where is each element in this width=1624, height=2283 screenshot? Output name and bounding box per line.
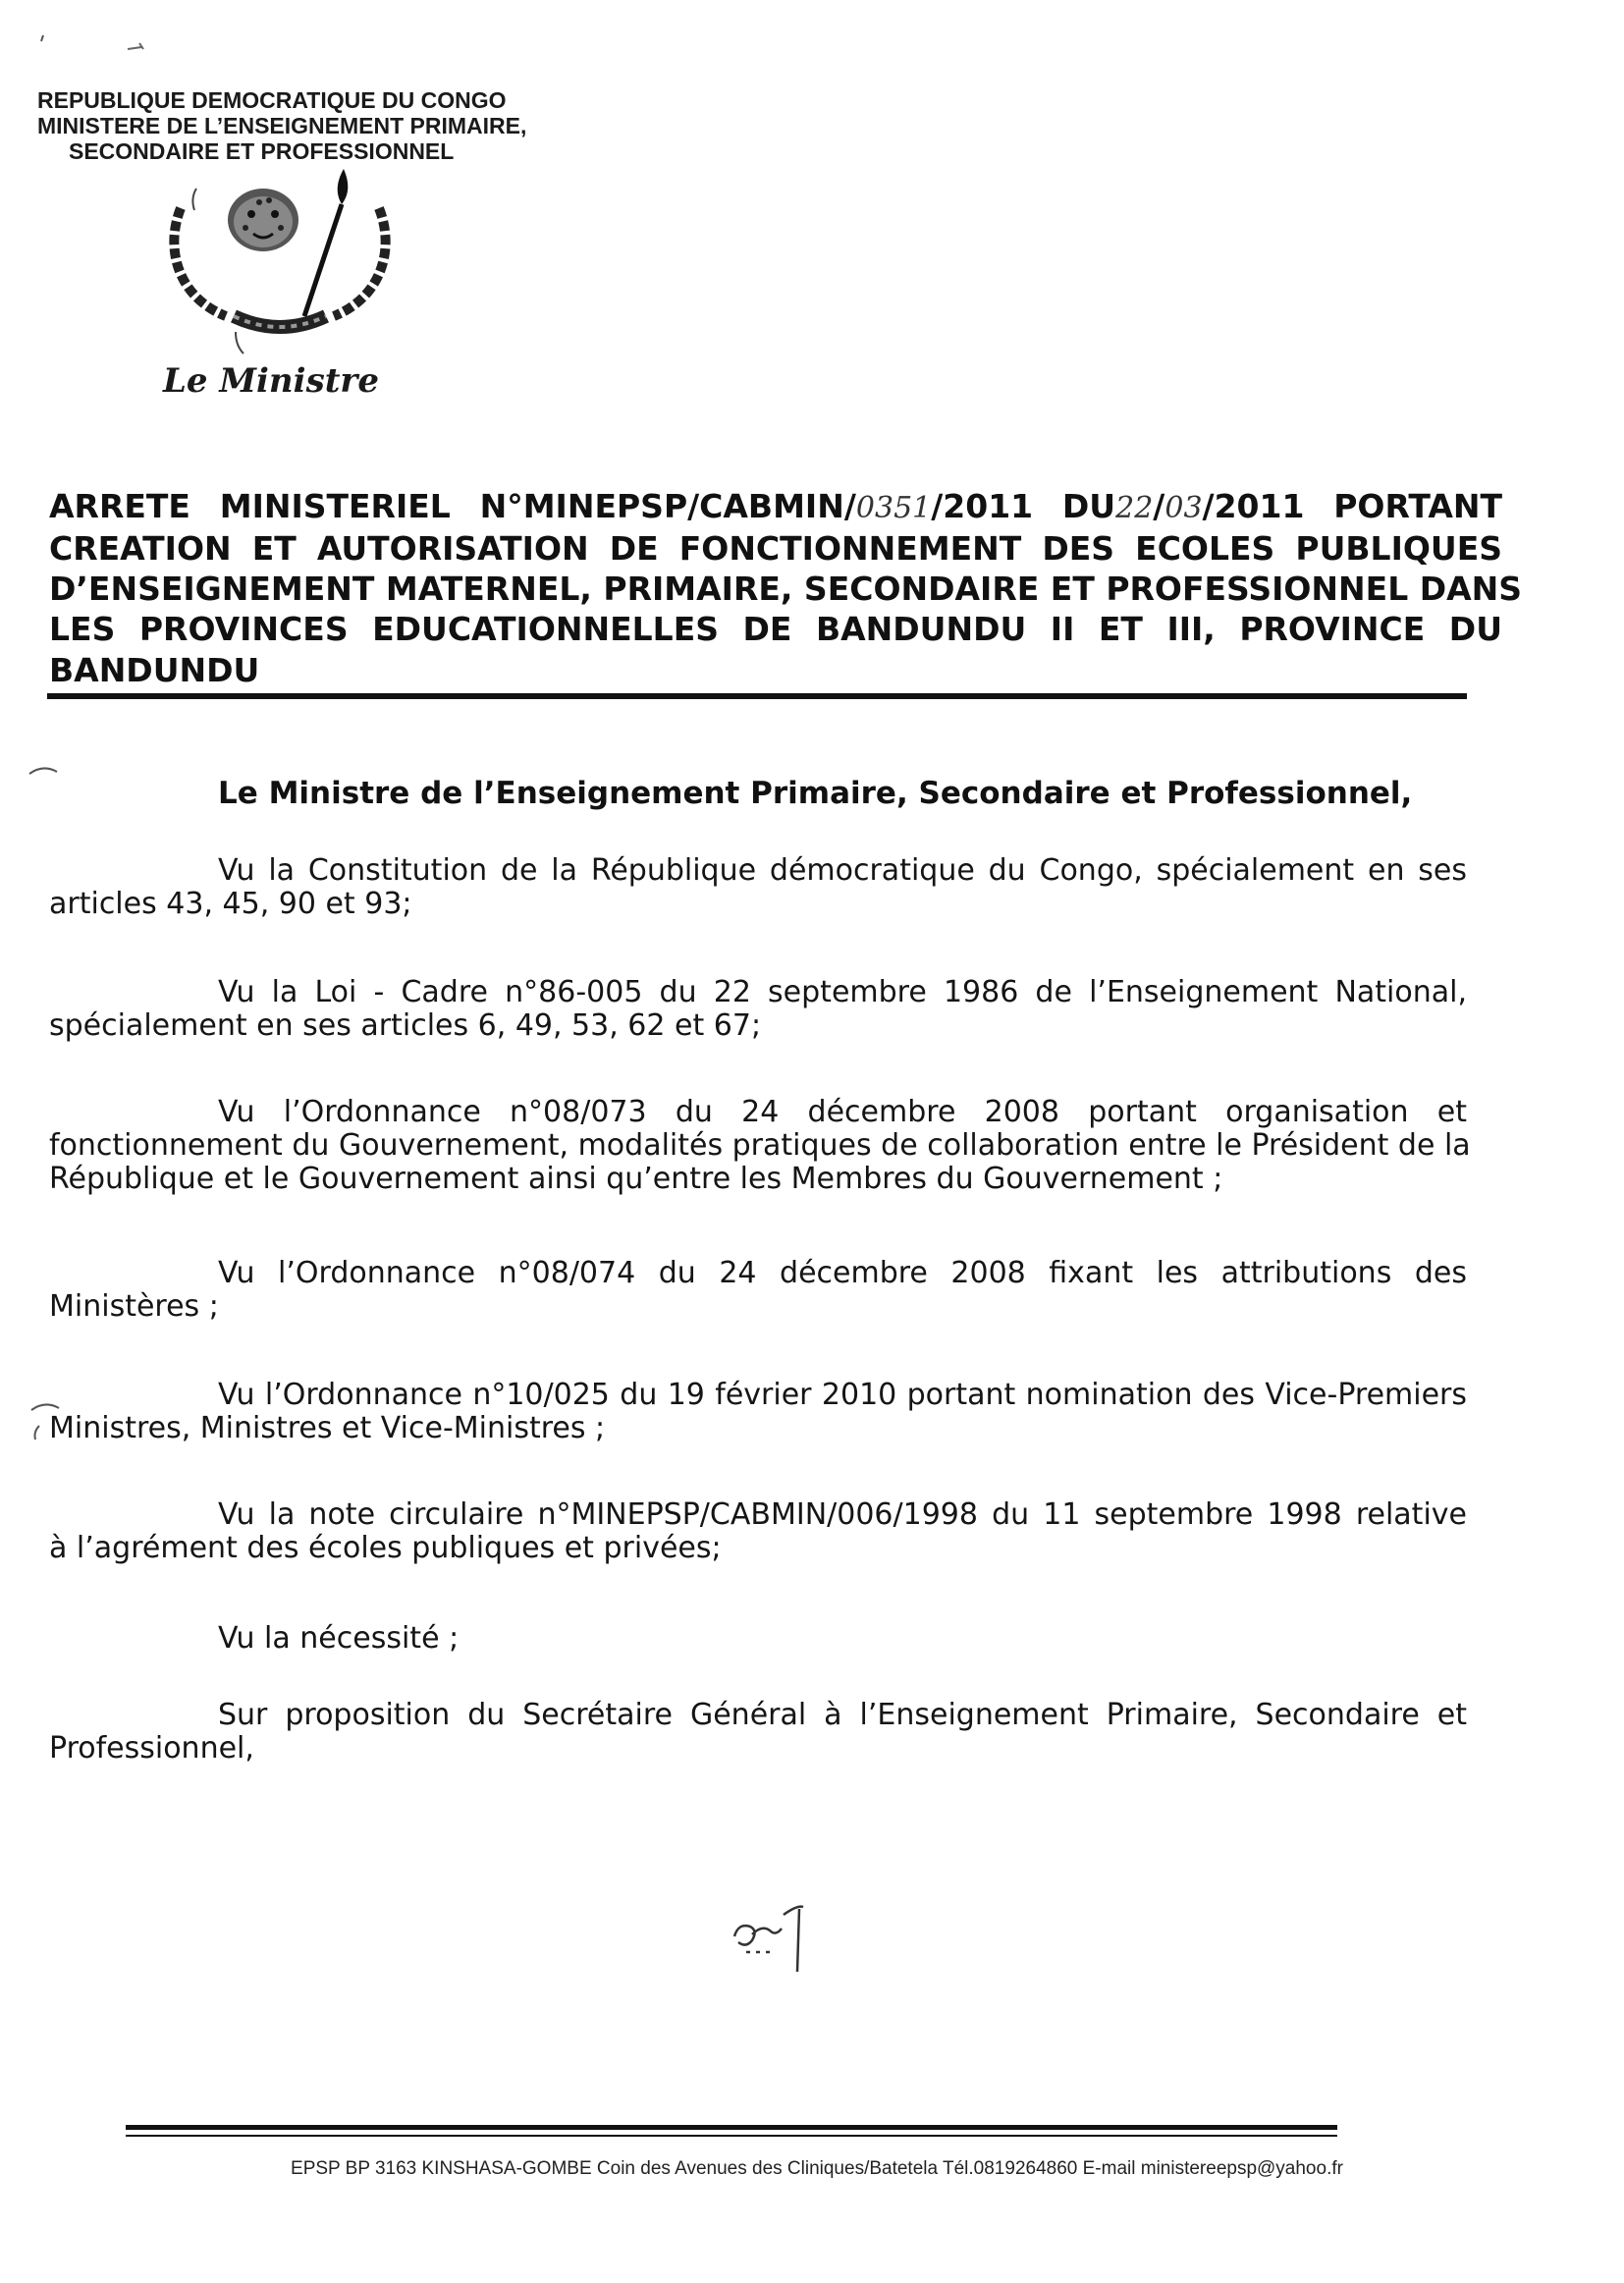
coat-of-arms-emblem [157,169,403,355]
decree-title-prefix: ARRETE MINISTERIEL N°MINEPSP/CABMIN/ [49,487,856,525]
title-underline [47,693,1467,699]
recital-ordonnance-08-073-line2: fonctionnement du Gouvernement, modalités pratiques de collaboration entre le Président de la [49,1128,1471,1163]
letterhead-ministry-line1: MINISTERE DE L’ENSEIGNEMENT PRIMAIRE, [37,113,527,138]
handwritten-initials-paraph [727,1895,815,1974]
recital-note-circulaire-line1: Vu la note circulaire n°MINEPSP/CABMIN/006/1998 du 11 septembre 1998 relative [218,1497,1467,1532]
decree-month-handwritten: 03 [1164,491,1203,525]
recital-loi-cadre-line1: Vu la Loi - Cadre n°86-005 du 22 septembre 1986 de l’Enseignement National, [218,975,1467,1009]
decree-number-handwritten: 0351 [855,491,932,525]
decree-title-line2: CREATION ET AUTORISATION DE FONCTIONNEMENT DES ECOLES PUBLIQUES [49,529,1502,568]
recital-ordonnance-08-073-line1: Vu l’Ordonnance n°08/073 du 24 décembre 2008 portant organisation et [218,1095,1467,1129]
decree-day-handwritten: 22 [1115,491,1154,525]
footer-rule-thick [126,2125,1337,2130]
scan-mark-left-1 [26,762,65,782]
recital-ordonnance-08-074-line2: Ministères ; [49,1289,219,1324]
recital-ordonnance-10-025-line1: Vu l’Ordonnance n°10/025 du 19 février 2010 portant nomination des Vice-Premiers [218,1378,1467,1412]
decree-title-year: /2011 PORTANT [1202,487,1502,525]
recital-necessite-line1: Vu la nécessité ; [218,1621,460,1656]
decree-title-date-prefix: /2011 DU [931,487,1116,525]
recital-note-circulaire-line2: à l’agrément des écoles publiques et privées; [49,1531,722,1565]
recital-loi-cadre-line2: spécialement en ses articles 6, 49, 53, 62 et 67; [49,1008,762,1043]
footer-address: EPSP BP 3163 KINSHASA-GOMBE Coin des Avenues des Cliniques/Batetela Tél.0819264860 E-mail ministereepsp@yahoo.fr [291,2158,1343,2179]
recital-constitution-line1: Vu la Constitution de la République démocratique du Congo, spécialement en ses [218,853,1467,888]
recital-ordonnance-08-074-line1: Vu l’Ordonnance n°08/074 du 24 décembre 2008 fixant les attributions des [218,1256,1467,1290]
decree-date-separator: / [1153,487,1165,525]
footer-rule-thin [126,2135,1337,2137]
recital-constitution-line2: articles 43, 45, 90 et 93; [49,887,412,921]
recital-ordonnance-10-025 [49,1379,1467,1445]
recital-ordonnance-08-073 [49,1095,1471,1196]
recital-proposition [49,1699,1467,1766]
recital-ordonnance-08-073-line3: République et le Gouvernement ainsi qu’entre les Membres du Gouvernement ; [49,1162,1223,1196]
decree-title-line4: LES PROVINCES EDUCATIONNELLES DE BANDUNDU II ET III, PROVINCE DU [49,610,1502,648]
recital-loi-cadre [49,976,1467,1043]
decree-title-line3: D’ENSEIGNEMENT MATERNEL, PRIMAIRE, SECONDAIRE ET PROFESSIONNEL DANS [49,570,1523,608]
minister-signature-label: Le Ministre [163,361,379,401]
addressee-line: Le Ministre de l’Enseignement Primaire, Secondaire et Professionnel, [218,776,1413,811]
recital-proposition-line2: Professionnel, [49,1731,254,1766]
scan-mark-top-left [29,20,147,59]
decree-title-line1 [49,489,1502,525]
decree-title-line5: BANDUNDU [49,651,260,689]
letterhead-ministry-line2: SECONDAIRE ET PROFESSIONNEL [69,138,455,164]
recital-ordonnance-10-025-line2: Ministres, Ministres et Vice-Ministres ; [49,1411,606,1445]
recital-proposition-line1: Sur proposition du Secrétaire Général à l’Enseignement Primaire, Secondaire et [218,1698,1467,1732]
recital-necessite [49,1622,1467,1656]
recital-ordonnance-08-074 [49,1257,1467,1324]
letterhead-country: REPUBLIQUE DEMOCRATIQUE DU CONGO [37,87,507,113]
recital-note-circulaire [49,1498,1467,1565]
recital-constitution [49,854,1467,921]
